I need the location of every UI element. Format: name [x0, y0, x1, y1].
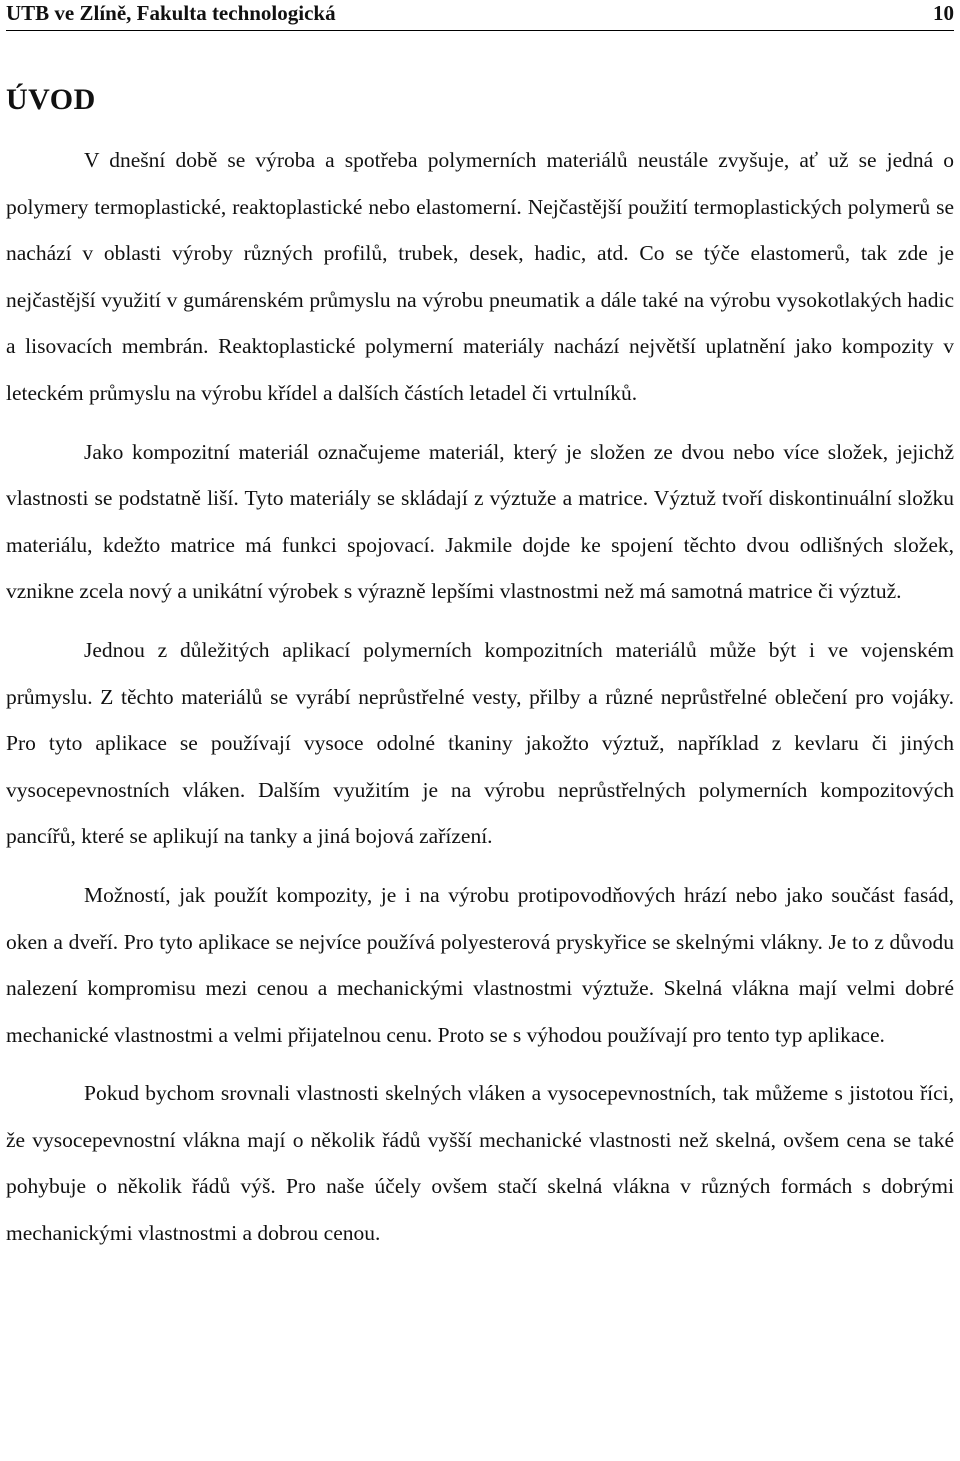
paragraph: Jako kompozitní materiál označujeme materiál, který je složen ze dvou nebo více složek, jejichž vlastnosti se podstatně liší. Tyto materiály se skládají z výztuže a matrice. Výztuž tvoří diskontinuální složku materiálu, kdežto matrice má funkci spojovací. Jakmile dojde ke spojení těchto dvou odlišných složek, vznikne zcela nový a unikátní výrobek s výrazně lepšími vlastnostmi než má samotná matrice či výztuž.	[6, 439, 954, 604]
paragraph: Jednou z důležitých aplikací polymerních kompozitních materiálů může být i ve vojenském průmyslu. Z těchto materiálů se vyrábí neprůstřelné vesty, přilby a různé neprůstřelné oblečení pro vojáky. Pro tyto aplikace se používají vysoce odolné tkaniny jakožto výztuž, například z kevlaru či jiných vysocepevnostních vláken. Dalším využitím je na výrobu neprůstřelných polymerních kompozitových pancířů, které se aplikují na tanky a jiná bojová zařízení.	[6, 637, 954, 849]
header-page-number: 10	[933, 1, 954, 25]
paragraph: Možností, jak použít kompozity, je i na výrobu protipovodňových hrází nebo jako součást fasád, oken a dveří. Pro tyto aplikace se nejvíce používá polyesterová pryskyřice se skelnými vlákny. Je to z důvodu nalezení kompromisu mezi cenou a mechanickými vlastnostmi výztuže. Skelná vlákna mají velmi dobré mechanické vlastnostmi a velmi přijatelnou cenu. Proto se s výhodou používají pro tento typ aplikace.	[6, 882, 954, 1047]
body-text	[6, 137, 954, 1257]
paragraph: V dnešní době se výroba a spotřeba polymerních materiálů neustále zvyšuje, ať už se jedná o polymery termoplastické, reaktoplastické nebo elastomerní. Nejčastější použití termoplastických polymerů se nachází v oblasti výroby různých profilů, trubek, desek, hadic, atd. Co se týče elastomerů, tak zde je nejčastější využití v gumárenském průmyslu na výrobu pneumatik a dále také na výrobu vysokotlakých hadic a lisovacích membrán. Reaktoplastické polymerní materiály nachází největší uplatnění jako kompozity v leteckém průmyslu na výrobu křídel a dalších částích letadel či vrtulníků.	[6, 148, 954, 405]
paragraph: Pokud bychom srovnali vlastnosti skelných vláken a vysocepevnostních, tak můžeme s jistotou říci, že vysocepevnostní vlákna mají o několik řádů vyšší mechanické vlastnosti než skelná, ovšem cena se také pohybuje o několik řádů výš. Pro naše účely ovšem stačí skelná vlákna v různých formách s dobrými mechanickými vlastnostmi a dobrou cenou.	[6, 1081, 954, 1246]
header-institution: UTB ve Zlíně, Fakulta technologická	[6, 1, 336, 25]
running-header	[6, 0, 954, 31]
chapter-title: ÚVOD	[6, 83, 96, 116]
